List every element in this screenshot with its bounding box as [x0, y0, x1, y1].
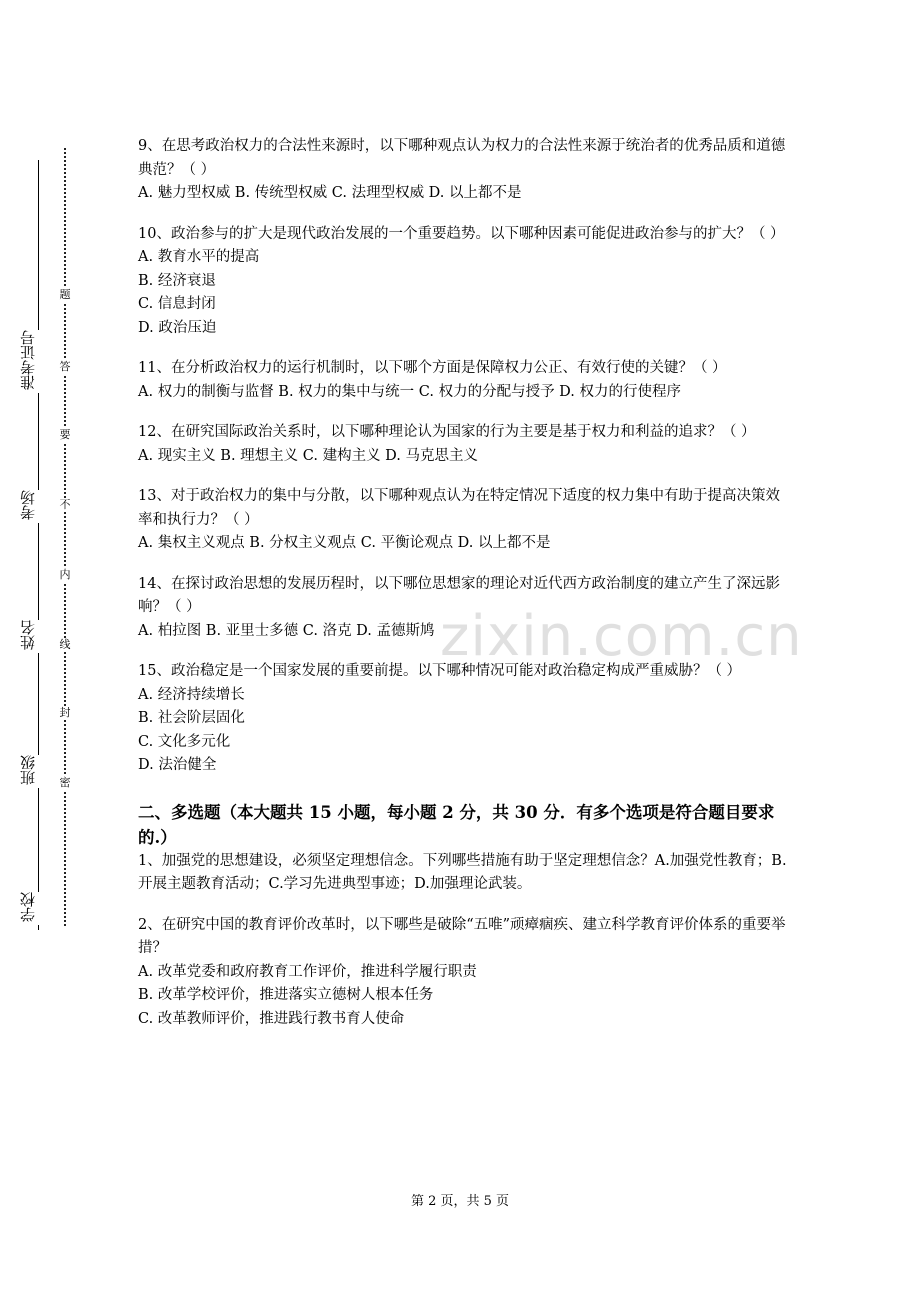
question-stem: 14、在探讨政治思想的发展历程时，以下哪位思想家的理论对近代西方政治制度的建立产生了深远影响？（ ） — [138, 575, 780, 615]
question — [138, 485, 788, 556]
question-option: C. 信息封闭 — [138, 296, 216, 312]
field-class: 班级 — [14, 755, 42, 788]
question-stem: 9、在思考政治权力的合法性来源时，以下哪种观点认为权力的合法性来源于统治者的优秀品质和道德典范？（ ） — [138, 138, 786, 178]
question-option: D. 政治压迫 — [138, 319, 217, 336]
question-option: A. 魅力型权威 B. 传统型权威 C. 法理型权威 D. 以上都不是 — [138, 185, 522, 201]
question-option: D. 法治健全 — [138, 757, 217, 773]
question-stem: 10、政治参与的扩大是现代政治发展的一个重要趋势。以下哪种因素可能促进政治参与的扩大？（ ） — [138, 225, 785, 242]
question-option: C. 改革教师评价，推进践行教书育人使命 — [138, 1010, 405, 1027]
question-option: A. 经济持续增长 — [138, 686, 245, 703]
seal-char: 线 — [57, 638, 73, 652]
question — [138, 135, 788, 206]
page-footer: 第 2 页，共 5 页 — [410, 1194, 510, 1209]
question — [138, 914, 788, 1032]
multi-choice-list — [138, 850, 788, 1032]
question-option: A. 改革党委和政府教育工作评价，推进科学履行职责 — [138, 963, 477, 980]
question-option: B. 经济衰退 — [138, 272, 216, 289]
question-option: A. 教育水平的提高 — [138, 249, 260, 265]
info-solid-line — [38, 160, 39, 930]
watermark: zixin.com.cn — [440, 604, 803, 669]
seal-char: 要 — [57, 428, 73, 442]
question-option: B. 改革学校评价，推进落实立德树人根本任务 — [138, 987, 434, 1003]
question-option: A. 集权主义观点 B. 分权主义观点 C. 平衡论观点 D. 以上都不是 — [138, 535, 551, 551]
seal-char: 不 — [57, 498, 73, 512]
seal-dotted-line — [64, 148, 66, 926]
question-stem: 11、在分析政治权力的运行机制时，以下哪个方面是保障权力公正、有效行使的关键？（ ） — [138, 360, 727, 376]
field-exam-number: 准考证号 — [14, 330, 42, 393]
question — [138, 850, 788, 897]
question-stem: 2、在研究中国的教育评价改革时，以下哪些是破除“五唯”顽瘴痼疾、建立科学教育评价体系的重要举措？ — [138, 916, 786, 956]
binding-margin — [0, 0, 120, 1302]
field-name: 姓名 — [14, 620, 42, 653]
question-stem: 12、在研究国际政治关系时，以下哪种理论认为国家的行为主要是基于权力和利益的追求？（ ） — [138, 424, 756, 440]
question-option: A. 柏拉图 B. 亚里士多德 C. 洛克 D. 孟德斯鸠 — [138, 622, 435, 639]
seal-char: 题 — [57, 288, 73, 302]
exam-content — [138, 135, 788, 1048]
question-option: C. 文化多元化 — [138, 733, 231, 750]
single-choice-list — [138, 135, 788, 778]
section-title: 二、多选题（本大题共 15 小题，每小题 2 分，共 30 分．有多个选项是符合题目要求的.） — [138, 802, 775, 847]
field-exam-room: 考场 — [14, 490, 42, 523]
question-stem: 1、加强党的思想建设，必须坚定理想信念。下列哪些措施有助于坚定理想信念？A.加强党性教育；B.开展主题教育活动；C.学习先进典型事迹；D.加强理论武装。 — [138, 852, 787, 892]
question — [138, 573, 788, 644]
question — [138, 357, 788, 404]
question-stem: 15、政治稳定是一个国家发展的重要前提。以下哪种情况可能对政治稳定构成严重威胁？（ ） — [138, 663, 742, 679]
question — [138, 223, 788, 341]
question-option: B. 社会阶层固化 — [138, 710, 245, 726]
seal-char: 封 — [57, 706, 73, 720]
seal-char: 答 — [57, 360, 73, 374]
field-school: 学校 — [14, 892, 42, 925]
seal-char: 密 — [57, 776, 73, 790]
question — [138, 660, 788, 778]
seal-char: 内 — [57, 568, 73, 582]
question-option: A. 现实主义 B. 理想主义 C. 建构主义 D. 马克思主义 — [138, 447, 479, 464]
question — [138, 421, 788, 468]
question-stem: 13、对于政治权力的集中与分散，以下哪种观点认为在特定情况下适度的权力集中有助于提高决策效率和执行力？（ ） — [138, 488, 780, 528]
question-option: A. 权力的制衡与监督 B. 权力的集中与统一 C. 权力的分配与授予 D. 权力的行使程序 — [138, 383, 682, 400]
